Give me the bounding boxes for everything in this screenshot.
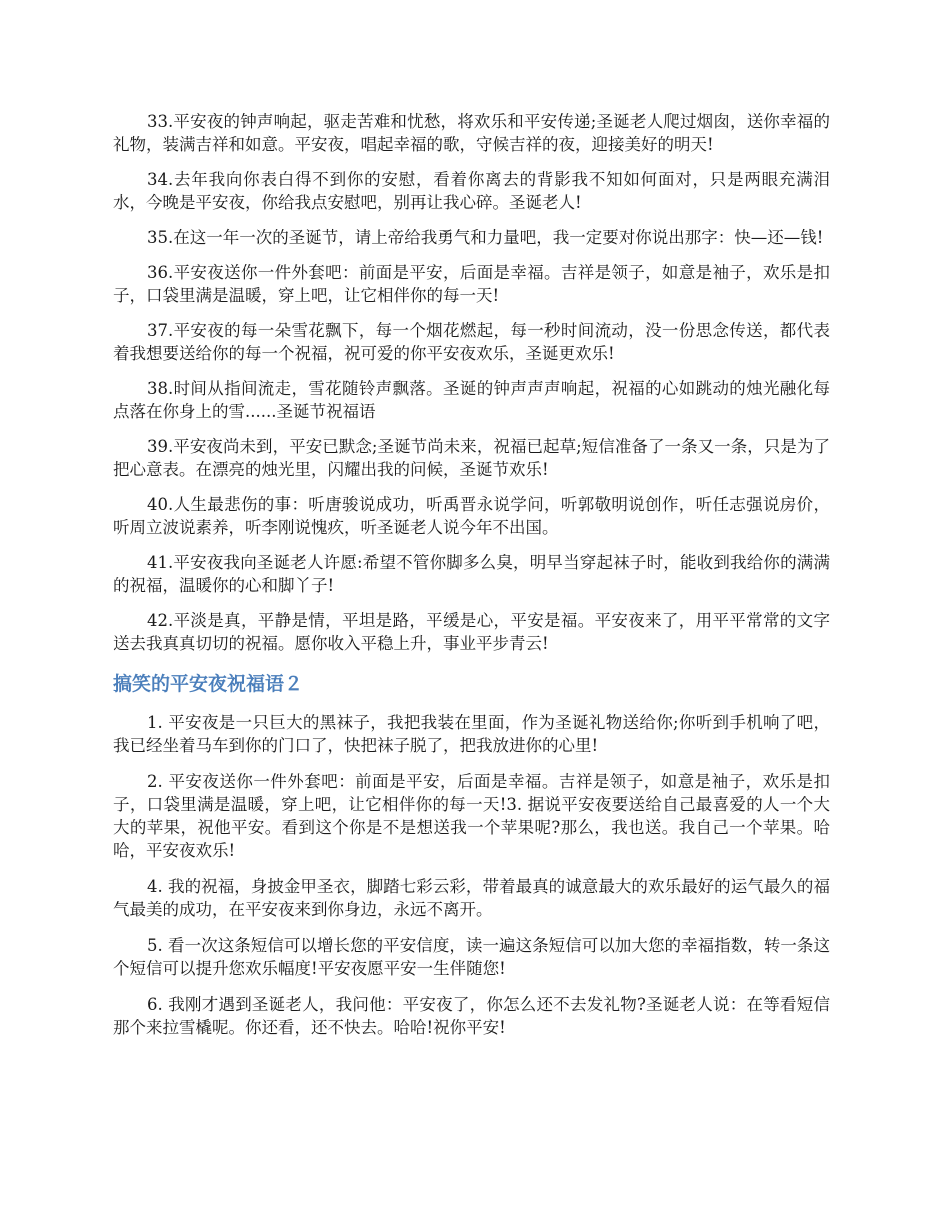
- paragraph-36: 36.平安夜送你一件外套吧：前面是平安，后面是幸福。吉祥是领子，如意是袖子，欢乐是扣子，口袋里满是温暖，穿上吧，让它相伴你的每一天!: [113, 263, 830, 305]
- paragraph-40: 40.人生最悲伤的事：听唐骏说成功，听禹晋永说学问，听郭敬明说创作，听任志强说房价，听周立波说素养，听李刚说愧疚，听圣诞老人说今年不出国。: [113, 495, 830, 537]
- paragraph-4: 4. 我的祝福，身披金甲圣衣，脚踏七彩云彩，带着最真的诚意最大的欢乐最好的运气最久的福气最美的成功，在平安夜来到你身边，永远不离开。: [113, 877, 830, 919]
- paragraph-5: 5. 看一次这条短信可以增长您的平安信度，读一遍这条短信可以加大您的幸福指数，转一条这个短信可以提升您欢乐幅度!平安夜愿平安一生伴随您!: [113, 936, 830, 978]
- paragraph-39: 39.平安夜尚未到，平安已默念;圣诞节尚未来，祝福已起草;短信准备了一条又一条，只是为了把心意表。在漂亮的烛光里，闪耀出我的问候，圣诞节欢乐!: [113, 437, 830, 479]
- paragraph-2-3: 2. 平安夜送你一件外套吧：前面是平安，后面是幸福。吉祥是领子，如意是袖子，欢乐是扣子，口袋里满是温暖，穿上吧，让它相伴你的每一天!3. 据说平安夜要送给自己最喜爱的人一个大大的苹果，祝他平安。看到这个你是不是想送我一个苹果呢?那么，我也送。我自己一个苹果。哈哈，平安夜欢乐!: [113, 772, 830, 860]
- paragraph-42: 42.平淡是真，平静是情，平坦是路，平缓是心，平安是福。平安夜来了，用平平常常的文字送去我真真切切的祝福。愿你收入平稳上升，事业平步青云!: [113, 611, 830, 653]
- blessings-list-part1: [113, 110, 830, 655]
- blessings-list-part2: [113, 711, 830, 1039]
- section-heading: 搞笑的平安夜祝福语２: [113, 673, 304, 695]
- paragraph-35: 35.在这一年一次的圣诞节，请上帝给我勇气和力量吧，我一定要对你说出那字：快—还—钱!: [147, 228, 824, 247]
- paragraph-6: 6. 我刚才遇到圣诞老人，我问他：平安夜了，你怎么还不去发礼物?圣诞老人说：在等看短信那个来拉雪橇呢。你还看，还不快去。哈哈!祝你平安!: [113, 995, 830, 1037]
- paragraph-41: 41.平安夜我向圣诞老人许愿:希望不管你脚多么臭，明早当穿起袜子时，能收到我给你的满满的祝福，温暖你的心和脚丫子!: [113, 553, 830, 595]
- document-page: [113, 110, 830, 1052]
- paragraph-37: 37.平安夜的每一朵雪花飘下，每一个烟花燃起，每一秒时间流动，没一份思念传送，都代表着我想要送给你的每一个祝福，祝可爱的你平安夜欢乐，圣诞更欢乐!: [113, 321, 830, 363]
- paragraph-38: 38.时间从指间流走，雪花随铃声飘落。圣诞的钟声声声响起，祝福的心如跳动的烛光融化每点落在你身上的雪......圣诞节祝福语: [113, 379, 830, 421]
- paragraph-33: 33.平安夜的钟声响起，驱走苦难和忧愁，将欢乐和平安传递;圣诞老人爬过烟囱，送你幸福的礼物，装满吉祥和如意。平安夜，唱起幸福的歌，守候吉祥的夜，迎接美好的明天!: [113, 112, 830, 154]
- paragraph-1: 1. 平安夜是一只巨大的黑袜子，我把我装在里面，作为圣诞礼物送给你;你听到手机响了吧，我已经坐着马车到你的门口了，快把袜子脱了，把我放进你的心里!: [113, 713, 830, 755]
- paragraph-34: 34.去年我向你表白得不到你的安慰，看着你离去的背影我不知如何面对，只是两眼充满泪水，今晚是平安夜，你给我点安慰吧，别再让我心碎。圣诞老人!: [113, 170, 830, 212]
